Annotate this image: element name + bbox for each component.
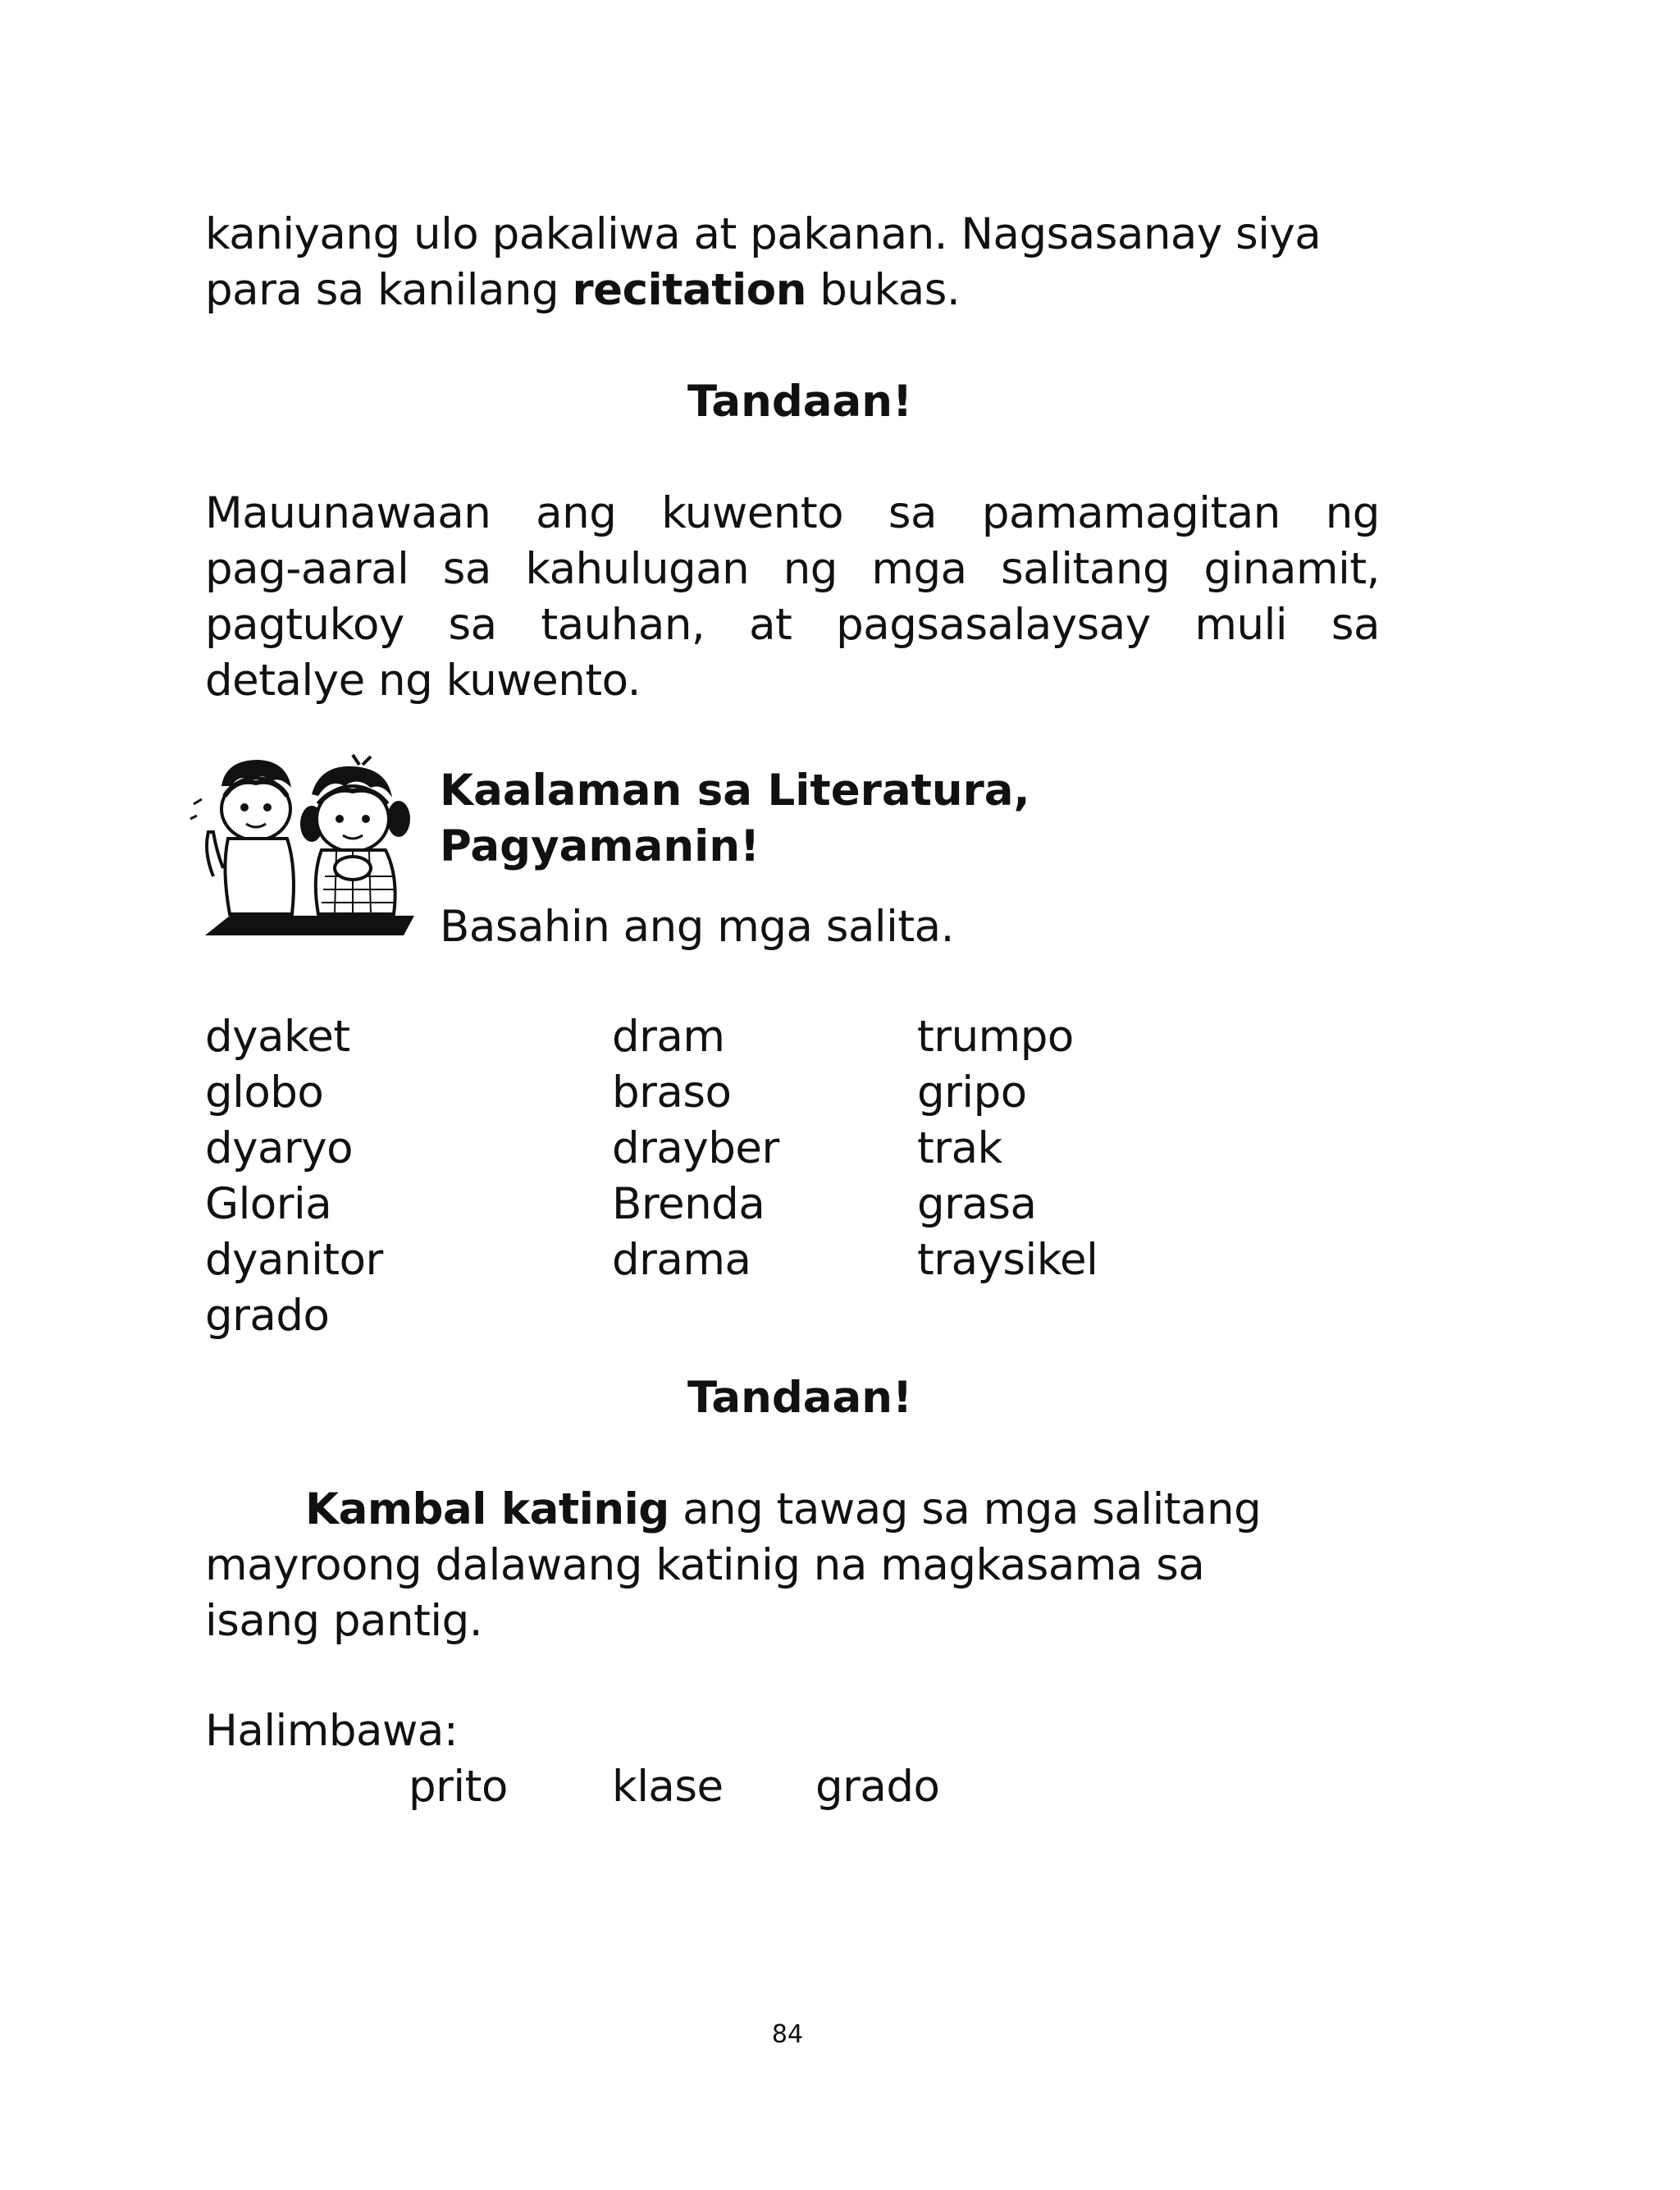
- word: mga: [871, 544, 967, 594]
- word: pagtukoy: [205, 600, 404, 650]
- literatura-heading-line-2: Pagyamanin!: [440, 821, 760, 871]
- example-word: klase: [612, 1762, 724, 1812]
- tandaan-heading-2: Tandaan!: [687, 1373, 913, 1423]
- word-column-2: [612, 1009, 779, 1288]
- word-item: braso: [612, 1068, 732, 1118]
- word-item: dyanitor: [205, 1235, 383, 1285]
- word: kahulugan: [525, 544, 750, 594]
- word-item: drayber: [612, 1123, 779, 1173]
- word-item: gripo: [917, 1068, 1027, 1118]
- kambal-katinig-term: Kambal katinig: [305, 1484, 669, 1534]
- word-column-3: [917, 1009, 1098, 1288]
- two-children-icon: [189, 753, 427, 944]
- kambal-katinig-line-2: mayroong dalawang katinig na magkasama sa: [205, 1540, 1205, 1590]
- example-word: prito: [409, 1762, 508, 1812]
- kambal-katinig-line-1: [305, 1482, 1261, 1538]
- halimbawa-label: Halimbawa:: [205, 1706, 459, 1756]
- word-item: trak: [917, 1123, 1002, 1173]
- word: tauhan,: [541, 600, 705, 650]
- word: ang: [536, 488, 617, 538]
- word: sa: [888, 488, 938, 538]
- tandaan-heading-1: Tandaan!: [687, 377, 913, 427]
- word-item: dram: [612, 1012, 725, 1062]
- word-item: dyaket: [205, 1012, 350, 1062]
- literatura-heading-line-1: Kaalaman sa Literatura,: [440, 766, 1030, 816]
- intro-line-2: [205, 263, 960, 318]
- word-item: dyaryo: [205, 1123, 354, 1173]
- word-item: traysikel: [917, 1235, 1098, 1285]
- tandaan-paragraph-1: [205, 486, 1380, 709]
- kambal-katinig-line-1-rest: ang tawag sa mga salitang: [669, 1484, 1262, 1534]
- tandaan-line-1: [205, 486, 1380, 542]
- word: salitang: [1001, 544, 1171, 594]
- tandaan-line-4: detalye ng kuwento.: [205, 656, 641, 706]
- word-column-1: [205, 1009, 383, 1344]
- page-number: 84: [771, 2020, 804, 2049]
- word: muli: [1194, 600, 1288, 650]
- intro-line-2-end: bukas.: [806, 265, 961, 315]
- word: sa: [442, 544, 491, 594]
- recitation-keyword: recitation: [572, 265, 806, 315]
- word-item: grasa: [917, 1179, 1037, 1229]
- word: at: [749, 600, 792, 650]
- word: ng: [783, 544, 838, 594]
- word: pamamagitan: [981, 488, 1281, 538]
- word: sa: [1331, 600, 1380, 650]
- word-item: Brenda: [612, 1179, 765, 1229]
- kambal-katinig-line-3: isang pantig.: [205, 1596, 483, 1646]
- word: pagsasalaysay: [836, 600, 1151, 650]
- word-item: Gloria: [205, 1179, 332, 1229]
- intro-line-1: kaniyang ulo pakaliwa at pakanan. Nagsasanay siya: [205, 209, 1322, 259]
- literatura-instruction: Basahin ang mga salita.: [440, 902, 954, 952]
- word-item: drama: [612, 1235, 751, 1285]
- word-item: grado: [205, 1291, 330, 1341]
- word: pag-aaral: [205, 544, 409, 594]
- tandaan-line-2: [205, 542, 1380, 597]
- word: Mauunawaan: [205, 488, 491, 538]
- word: sa: [448, 600, 497, 650]
- word: ng: [1325, 488, 1380, 538]
- word: ginamit,: [1203, 544, 1380, 594]
- word: kuwento: [661, 488, 844, 538]
- example-word: grado: [815, 1762, 940, 1812]
- word-item: trumpo: [917, 1012, 1074, 1062]
- word-item: globo: [205, 1068, 324, 1118]
- intro-line-2-start: para sa kanilang: [205, 265, 573, 315]
- tandaan-line-3: [205, 597, 1380, 653]
